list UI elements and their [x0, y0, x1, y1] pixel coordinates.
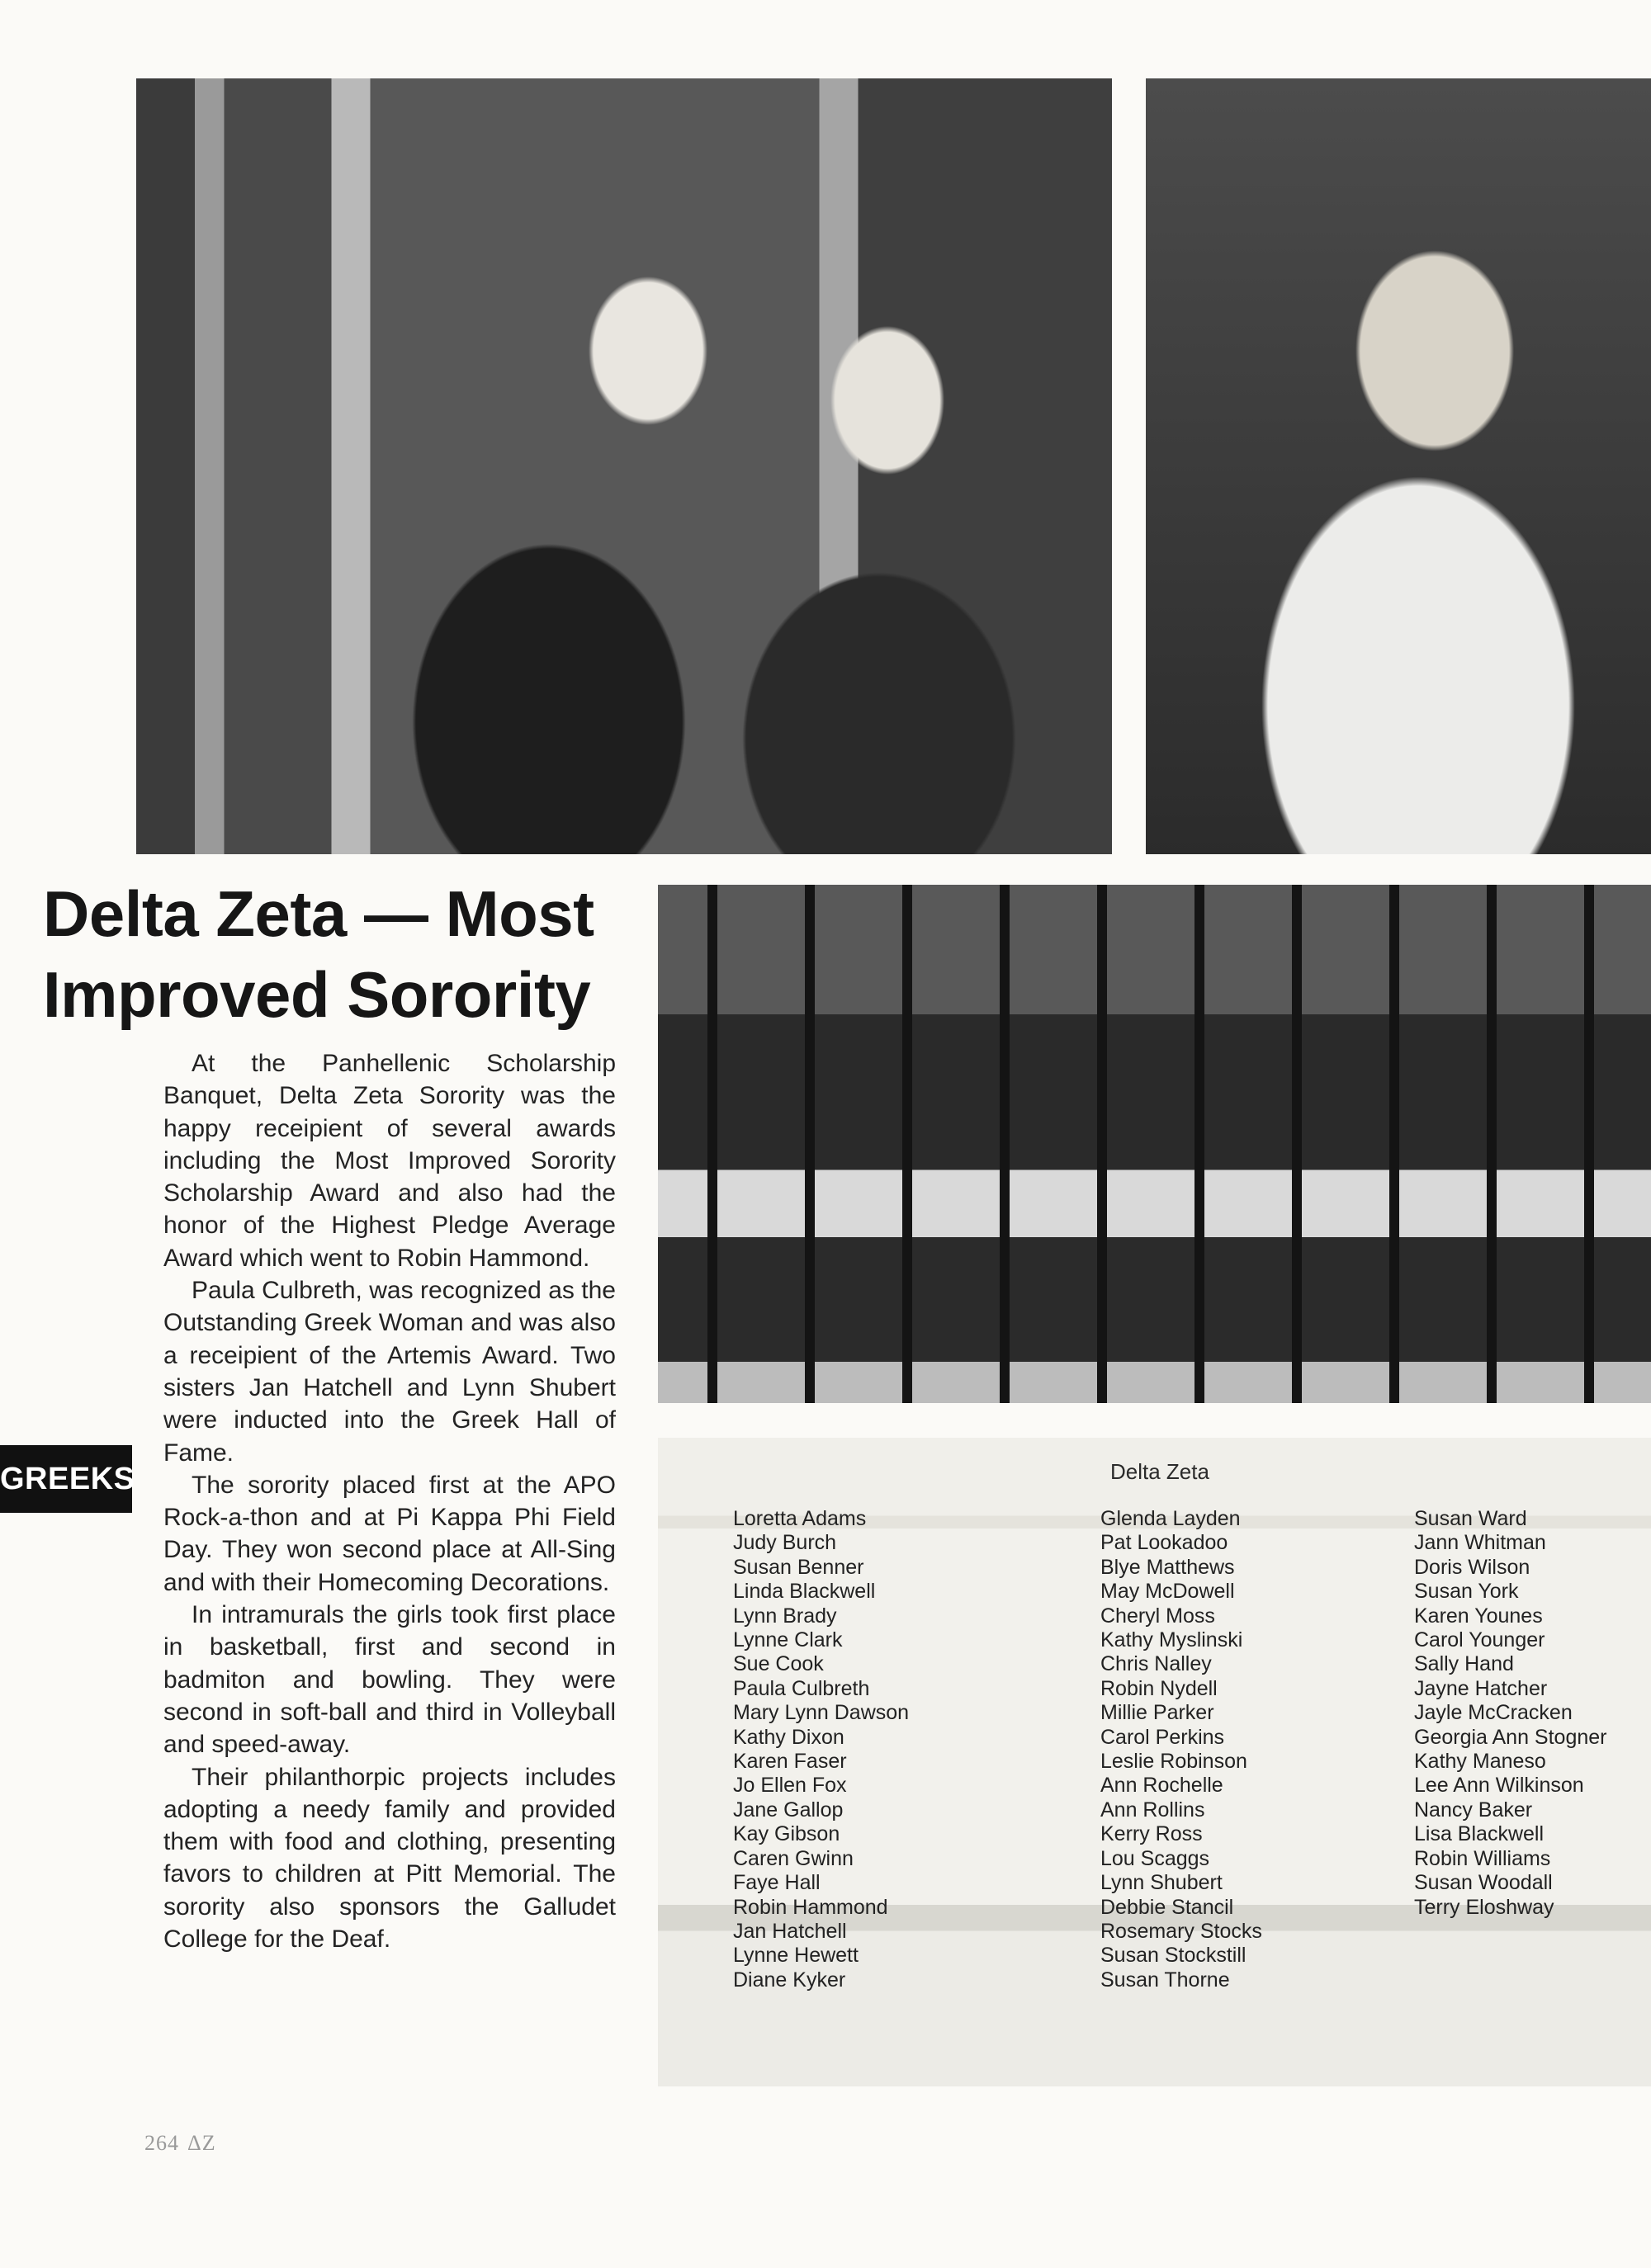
photo-kickline-dancers: [658, 885, 1651, 1403]
roster-name: Jayle McCracken: [1414, 1701, 1573, 1725]
roster-name: Linda Blackwell: [733, 1580, 876, 1604]
roster-name: Jann Whitman: [1414, 1531, 1546, 1555]
roster-name: Susan Woodall: [1414, 1871, 1553, 1895]
roster-name: Kerry Ross: [1100, 1822, 1203, 1846]
roster-name: Georgia Ann Stogner: [1414, 1725, 1607, 1749]
paragraph: Their philanthorpic projects includes adopting a needy family and provided them with food and clothing, presenting favors to children at Pitt Memorial. The sorority also sponsors the Galludet College for the Deaf.: [163, 1763, 616, 1954]
page-number: 264: [144, 2131, 179, 2155]
photo-blonde-woman: [1146, 78, 1651, 854]
roster-name: Lisa Blackwell: [1414, 1822, 1545, 1846]
roster-name: Doris Wilson: [1414, 1555, 1530, 1579]
folio-letters: ΔZ: [187, 2131, 216, 2155]
roster-name: Lynne Clark: [733, 1628, 843, 1652]
roster-name: Loretta Adams: [733, 1507, 867, 1530]
roster-name: Ann Rollins: [1100, 1798, 1205, 1821]
photo-sisters-smiling: [136, 78, 1112, 854]
roster-name: Susan Benner: [733, 1555, 864, 1579]
roster-name: Mary Lynn Dawson: [733, 1701, 910, 1725]
title-line-2: Improved Sorority: [43, 958, 591, 1031]
roster-name: Susan Thorne: [1100, 1968, 1230, 1992]
roster-name: Robin Williams: [1414, 1846, 1551, 1870]
roster-column-1: [733, 1507, 909, 1992]
roster-name: Pat Lookadoo: [1100, 1531, 1228, 1555]
roster-name: Diane Kyker: [733, 1968, 846, 1992]
paragraph: In intramurals the girls took first place in basketball, first and second in badmiton and bowling. They were second in soft-ball and third in Volleyball and speed-away.: [163, 1601, 616, 1759]
roster-title: Delta Zeta: [1110, 1459, 1209, 1484]
paragraph: Paula Culbreth, was recognized as the Outstanding Greek Woman and was also a receipient of the Artemis Award. Two sisters Jan Hatchell and Lynn Shubert were inducted into the Greek Hall of Fame.: [163, 1277, 616, 1467]
roster-name: Robin Nydell: [1100, 1676, 1218, 1700]
roster-name: Karen Faser: [733, 1750, 847, 1774]
roster-name: Nancy Baker: [1414, 1798, 1533, 1821]
section-tab-greeks: GREEKS: [0, 1445, 132, 1513]
roster-name: Terry Eloshway: [1414, 1895, 1554, 1919]
article-body: [163, 1047, 616, 1955]
roster-name: Karen Younes: [1414, 1604, 1543, 1628]
roster-name: Leslie Robinson: [1100, 1750, 1247, 1774]
roster-name: Sue Cook: [733, 1652, 824, 1676]
roster-name: Blye Matthews: [1100, 1555, 1235, 1579]
roster-name: Jan Hatchell: [733, 1919, 847, 1943]
roster-name: Susan Ward: [1414, 1507, 1527, 1530]
paragraph: At the Panhellenic Scholarship Banquet, Delta Zeta Sorority was the happy receipient of several awards including the Most Improved Sorority Scholarship Award and also had the honor of the Highest Pledge Average Award which went to Robin Hammond.: [163, 1050, 616, 1272]
roster-name: Lynne Hewett: [733, 1944, 859, 1968]
roster-name: May McDowell: [1100, 1580, 1235, 1604]
roster-name: Kathy Myslinski: [1100, 1628, 1243, 1652]
roster-name: Debbie Stancil: [1100, 1895, 1234, 1919]
roster-name: Robin Hammond: [733, 1895, 888, 1919]
roster-name: Lou Scaggs: [1100, 1846, 1210, 1870]
roster-column-3: [1414, 1507, 1607, 1920]
roster-name: Jayne Hatcher: [1414, 1676, 1548, 1700]
roster-name: Sally Hand: [1414, 1652, 1514, 1676]
roster-name: Paula Culbreth: [733, 1676, 870, 1700]
roster-name: Cheryl Moss: [1100, 1604, 1215, 1628]
paragraph: The sorority placed first at the APO Rock-a-thon and at Pi Kappa Phi Field Day. They won second place at All-Sing and with their Homecoming Decorations.: [163, 1471, 616, 1596]
roster-name: Jo Ellen Fox: [733, 1774, 847, 1798]
roster-column-2: [1100, 1507, 1262, 1992]
roster-name: Jane Gallop: [733, 1798, 844, 1821]
roster-name: Kay Gibson: [733, 1822, 840, 1846]
roster-name: Carol Younger: [1414, 1628, 1545, 1652]
roster-name: Susan Stockstill: [1100, 1944, 1247, 1968]
roster-name: Ann Rochelle: [1100, 1774, 1223, 1798]
roster-name: Chris Nalley: [1100, 1652, 1212, 1676]
roster-name: Susan York: [1414, 1580, 1519, 1604]
roster-name: Millie Parker: [1100, 1701, 1214, 1725]
page-folio: [144, 2131, 225, 2156]
roster-name: Caren Gwinn: [733, 1846, 854, 1870]
roster-name: Carol Perkins: [1100, 1725, 1225, 1749]
title-line-1: Delta Zeta — Most: [43, 877, 594, 950]
roster-name: Faye Hall: [733, 1871, 821, 1895]
roster-name: Lee Ann Wilkinson: [1414, 1774, 1584, 1798]
roster-name: Glenda Layden: [1100, 1507, 1241, 1530]
roster-name: Lynn Brady: [733, 1604, 837, 1628]
roster-name: Rosemary Stocks: [1100, 1919, 1262, 1943]
page-title: [43, 873, 621, 1035]
roster-name: Judy Burch: [733, 1531, 837, 1555]
roster-name: Lynn Shubert: [1100, 1871, 1223, 1895]
roster-name: Kathy Maneso: [1414, 1750, 1546, 1774]
roster-name: Kathy Dixon: [733, 1725, 844, 1749]
